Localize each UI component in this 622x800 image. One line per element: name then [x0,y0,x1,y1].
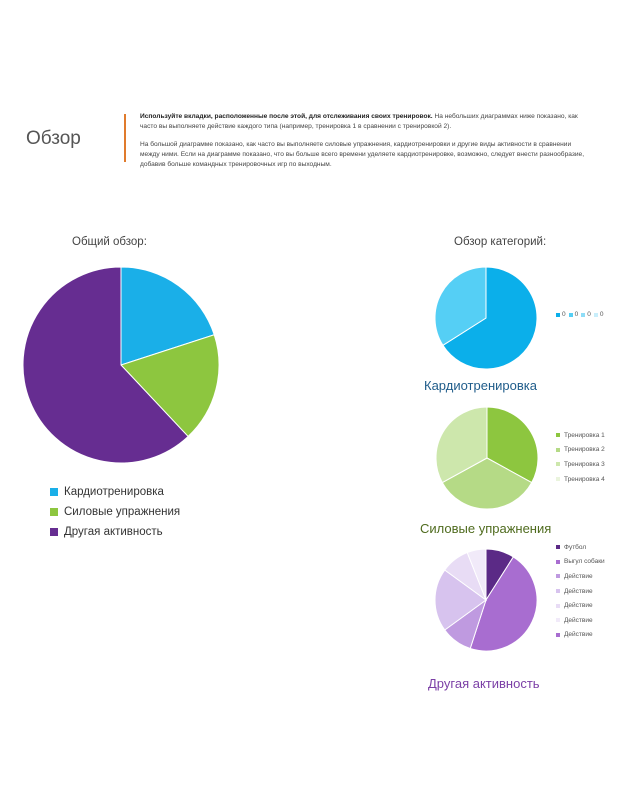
cardio-legend-item [581,311,591,318]
strength-legend [556,428,605,486]
other-activity-legend-swatch [556,560,560,564]
cardio-legend [556,311,607,318]
other-activity-chart-title: Другая активность [428,676,540,691]
cardio-legend-label: 0 [599,311,604,318]
page-title: Обзор [26,128,81,149]
strength-legend-swatch [556,433,560,437]
other-activity-legend-swatch [556,574,560,578]
strength-pie-chart [435,406,539,510]
cardio-legend-item [556,311,566,318]
intro-paragraph-2: На большой диаграмме показано, как часто вы выполняете силовые упражнения, кардиотренировки и другие виды активности в сравнении между ними. Если на диаграмме показано, что вы больше всего времени уделяете кардиотренировке, возможно, следует внести разнообразие, добавив больше командных тренировочных игр по выходным. [140,141,585,168]
other-activity-legend-swatch [556,618,560,622]
accent-line [124,114,126,162]
other-activity-legend-swatch [556,545,560,549]
overall-legend-swatch [50,528,58,536]
cardio-legend-label: 0 [574,311,579,318]
cardio-chart-title: Кардиотренировка [424,378,537,393]
overall-legend-label: Силовые упражнения [64,506,181,518]
overall-overview-label: Общий обзор: [72,236,147,248]
other-activity-legend-item [556,598,605,613]
overall-legend-swatch [50,488,58,496]
cardio-legend-swatch [581,313,585,317]
strength-legend-item [556,457,605,472]
other-activity-legend-item [556,613,605,628]
overall-legend [50,482,180,542]
cardio-legend-swatch [594,313,598,317]
other-activity-legend-swatch [556,604,560,608]
other-activity-legend [556,540,605,642]
strength-chart-title: Силовые упражнения [420,521,552,536]
overall-legend-item [50,522,180,542]
other-activity-legend-label: Выгул собаки [564,558,605,566]
overall-legend-item [50,502,180,522]
intro-bold-text: Используйте вкладки, расположенные после этой, для отслеживания своих тренировок. [140,113,433,120]
strength-legend-label: Тренировка 3 [564,460,605,468]
cardio-legend-item [594,311,604,318]
overall-legend-label: Кардиотренировка [64,486,164,498]
cardio-legend-label: 0 [562,311,566,318]
strength-legend-label: Тренировка 1 [564,431,605,439]
overall-legend-label: Другая активность [64,526,163,538]
other-activity-pie-chart [434,548,538,652]
intro-rest-text: На небольших диаграммах ниже показано, как часто вы выполняете действие каждого типа (например, тренировка 1 в сравнении с тренировкой 2). [140,113,578,130]
strength-legend-item [556,428,605,443]
other-activity-legend-swatch [556,589,560,593]
other-activity-legend-item [556,628,605,643]
overall-pie-chart [22,266,220,464]
cardio-legend-item [569,311,579,318]
intro-text [140,112,592,178]
strength-legend-label: Тренировка 2 [564,446,605,454]
other-activity-legend-swatch [556,633,560,637]
strength-legend-item [556,443,605,458]
other-activity-legend-label: Футбол [564,543,587,551]
overall-legend-item [50,482,180,502]
other-activity-legend-item [556,540,605,555]
cardio-legend-swatch [569,313,573,317]
other-activity-legend-label: Действие [564,631,593,639]
other-activity-legend-item [556,555,605,570]
cardio-legend-swatch [556,313,560,317]
other-activity-legend-item [556,569,605,584]
categories-overview-label: Обзор категорий: [454,236,547,248]
other-activity-legend-item [556,584,605,599]
strength-legend-label: Тренировка 4 [564,475,605,483]
strength-legend-item [556,472,605,487]
cardio-pie-chart [434,266,538,370]
cardio-legend-label: 0 [587,311,591,318]
other-activity-legend-label: Действие [564,587,593,595]
strength-legend-swatch [556,448,560,452]
other-activity-legend-label: Действие [564,616,593,624]
other-activity-legend-label: Действие [564,572,593,580]
strength-legend-swatch [556,462,560,466]
other-activity-legend-label: Действие [564,602,593,610]
strength-legend-swatch [556,477,560,481]
overall-legend-swatch [50,508,58,516]
